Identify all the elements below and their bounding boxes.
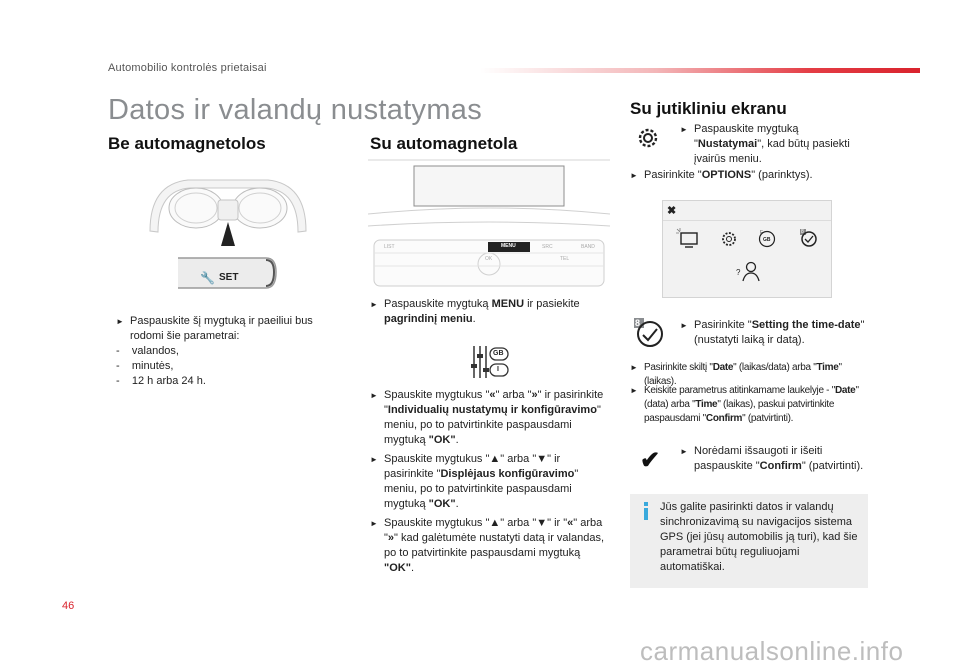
- i-badge: I: [497, 366, 499, 373]
- col1-heading: Be automagnetolos: [108, 134, 266, 153]
- arrow-bullet-icon: ►: [680, 447, 688, 456]
- gear-icon: [634, 124, 662, 152]
- info-text: Jūs galite pasirinkti datos ir valandų sinchronizavimą su navigacijos sistema GPS (jei jūsų automobilis ją turi), kad šie parametrai būtų reguliuojami automatiškai.: [660, 501, 858, 573]
- page-number: 46: [62, 600, 75, 612]
- arrow-bullet-icon: ►: [370, 455, 378, 464]
- close-icon[interactable]: ✖: [667, 205, 677, 217]
- radio-ok-button: OK: [485, 256, 493, 262]
- gear-settings-icon[interactable]: [717, 227, 739, 249]
- radio-list-button: LIST: [384, 244, 395, 250]
- radio-src-button: SRC: [542, 244, 553, 250]
- info-icon: [642, 502, 650, 520]
- list-item: - valandos,: [116, 345, 179, 357]
- section-header: Automobilio kontrolės prietaisai: [108, 62, 267, 74]
- arrow-bullet-icon: ►: [116, 317, 124, 326]
- col2-step4: ► Spauskite mygtukus "▲" arba "▼" ir "«" arba "»" kad galėtumėte nustatyti datą ir valandas, po to patvirtinkite paspausdami mygtuką "OK".: [370, 517, 605, 574]
- col2-step1: ► Paspauskite mygtuką MENU ir pasiekite pagrindinį meniu.: [370, 298, 580, 325]
- arrow-bullet-icon: ►: [630, 386, 638, 395]
- col2-step3: ► Spauskite mygtukus "▲" arba "▼" ir pasirinkite "Displėjaus konfigūravimo" meniu, po to patvirtinkite paspausdami mygtuką "OK".: [370, 453, 579, 510]
- col3-step5: ► Keiskite parametrus atitinkamame laukelyje - "Date" (data) arba "Time" (laikas), paskui patvirtinkite paspausdami "Confirm" (patvirtinti).: [630, 385, 859, 424]
- list-item: - 12 h arba 24 h.: [116, 375, 206, 387]
- settings-sliders-icon: [470, 344, 510, 380]
- arrow-bullet-icon: ►: [630, 363, 638, 372]
- set-button-label: SET: [219, 272, 239, 283]
- page-title: Datos ir valandų nustatymas: [108, 94, 482, 126]
- arrow-bullet-icon: ►: [680, 125, 688, 134]
- radio-band-button: BAND: [581, 244, 595, 250]
- arrow-bullet-icon: ►: [680, 321, 688, 330]
- svg-text:?: ?: [736, 268, 741, 277]
- instrument-cluster-illustration: [148, 176, 308, 306]
- radio-unit-illustration: [368, 158, 610, 290]
- badge-8: 8: [635, 318, 641, 328]
- header-accent-bar: [480, 68, 920, 73]
- col3-step4: ► Pasirinkite skiltį "Date" (laikas/data) arba "Time" (laikas).: [630, 362, 842, 387]
- arrow-bullet-icon: ►: [370, 300, 378, 309]
- col3-step1: ► Paspauskite mygtuką "Nustatymai", kad būtų pasiekti įvairūs meniu.: [680, 123, 850, 165]
- checkmark-icon: ✔: [640, 447, 661, 474]
- options-screen: ✖ F GB 8 ?: [662, 200, 832, 298]
- list-item: - minutės,: [116, 360, 174, 372]
- radio-tel-button: TEL: [560, 256, 570, 262]
- col1-step1: ► Paspauskite šį mygtuką ir paeiliui bus rodomi šie parametrai:: [116, 315, 313, 342]
- radio-menu-button: MENU: [501, 243, 516, 249]
- arrow-bullet-icon: ►: [370, 519, 378, 528]
- gb-badge: GB: [493, 350, 504, 357]
- arrow-bullet-icon: ►: [630, 171, 638, 180]
- col3-step6: ► Norėdami išsaugoti ir išeiti paspauskite "Confirm" (patvirtinti).: [680, 445, 864, 472]
- col2-step2: ► Spauskite mygtukus "«" arba "»" ir pasirinkite "Individualių nustatymų ir konfigūravimo" meniu, po to patvirtinkite paspausdami mygtuką "OK".: [370, 389, 604, 446]
- display-icon[interactable]: [675, 227, 701, 249]
- col3-step2: ► Pasirinkite "OPTIONS" (parinktys).: [630, 169, 813, 181]
- watermark: carmanualsonline.info: [640, 636, 904, 666]
- arrow-bullet-icon: ►: [370, 391, 378, 400]
- profile-help-icon[interactable]: [735, 259, 761, 283]
- col1-param-list: [116, 344, 206, 389]
- col2-heading: Su automagnetola: [370, 134, 518, 153]
- info-box: [630, 494, 868, 588]
- col3-heading: Su jutikliniu ekranu: [630, 99, 787, 118]
- col3-step3: ► Pasirinkite "Setting the time-date" (nustatyti laiką ir datą).: [680, 319, 865, 346]
- wrench-icon: 🔧: [200, 271, 215, 285]
